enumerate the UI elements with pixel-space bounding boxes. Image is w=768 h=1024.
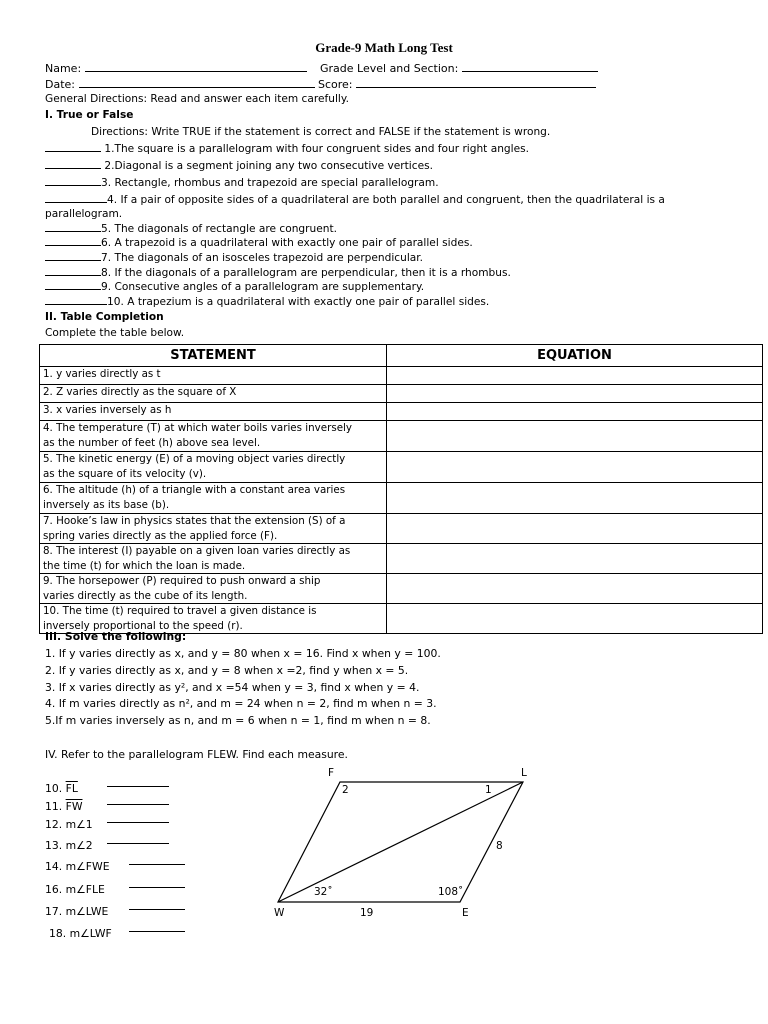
answer-blank[interactable]: [45, 151, 101, 152]
answer-blank[interactable]: [129, 887, 185, 888]
equation-cell[interactable]: [387, 574, 763, 604]
statement-cell: 1. y varies directly as t: [40, 367, 387, 385]
tf-item-continued: parallelogram.: [45, 208, 123, 220]
problem-item: 2. If y varies directly as x, and y = 8 when x =2, find y when x = 5.: [45, 664, 409, 677]
statement-cell: 7. Hooke’s law in physics states that the extension (S) of a spring varies directly as the applied force (F).: [40, 514, 387, 544]
table-row: [40, 403, 763, 421]
table-row: [40, 452, 763, 483]
equation-cell[interactable]: [387, 421, 763, 452]
answer-blank[interactable]: [129, 864, 185, 865]
angle-label-2: 2: [342, 784, 349, 796]
answer-blank[interactable]: [45, 275, 101, 276]
part1-heading: I. True or False: [45, 109, 134, 121]
problem-item: 4. If m varies directly as n², and m = 24 when n = 2, find m when n = 3.: [45, 697, 437, 710]
name-label: Name:: [45, 62, 82, 75]
answer-blank[interactable]: [45, 231, 101, 232]
angle-measure-w: 32˚: [314, 886, 333, 898]
statement-cell: 8. The interest (I) payable on a given loan varies directly as the time (t) for which the loan is made.: [40, 544, 387, 574]
measure-item: 18. m∠LWF: [49, 929, 112, 940]
statement-cell: 6. The altitude (h) of a triangle with a constant area varies inversely as its base (b).: [40, 483, 387, 514]
equation-cell[interactable]: [387, 544, 763, 574]
statement-cell: 9. The horsepower (P) required to push onward a ship varies directly as the cube of its length.: [40, 574, 387, 604]
part3-heading: III. Solve the following:: [45, 630, 187, 643]
equation-cell[interactable]: [387, 483, 763, 514]
answer-blank[interactable]: [45, 289, 101, 290]
measure-item: 16. m∠FLE: [45, 885, 105, 896]
part4-heading: IV. Refer to the parallelogram FLEW. Find each measure.: [45, 748, 348, 761]
diagonal-wl: [278, 782, 523, 902]
measure-item: 11. $\overline{FW}$: [45, 802, 83, 813]
grade-section-blank[interactable]: [462, 70, 598, 72]
measure-item: 13. m∠2: [45, 841, 93, 852]
general-directions: General Directions: Read and answer each item carefully.: [45, 93, 349, 105]
tf-item: 7. The diagonals of an isosceles trapezoid are perpendicular.: [45, 253, 423, 264]
table-row: [40, 483, 763, 514]
tf-item: 2.Diagonal is a segment joining any two consecutive vertices.: [45, 161, 433, 172]
answer-blank[interactable]: [129, 931, 185, 932]
completion-table: [39, 344, 763, 634]
table-row: [40, 514, 763, 544]
table-row: [40, 574, 763, 604]
statement-cell: 3. x varies inversely as h: [40, 403, 387, 421]
table-row: [40, 421, 763, 452]
date-field[interactable]: [45, 79, 315, 90]
answer-blank[interactable]: [45, 260, 101, 261]
answer-blank[interactable]: [107, 804, 169, 805]
measure-item: 17. m∠LWE: [45, 907, 108, 918]
page-title: Grade-9 Math Long Test: [315, 40, 453, 55]
score-field[interactable]: [318, 79, 596, 90]
side-label-we: 19: [360, 907, 374, 919]
answer-blank[interactable]: [107, 786, 169, 787]
tf-item: 5. The diagonals of rectangle are congruent.: [45, 224, 337, 235]
statement-cell: 4. The temperature (T) at which water boils varies inversely as the number of feet (h) above sea level.: [40, 421, 387, 452]
tf-item: 9. Consecutive angles of a parallelogram are supplementary.: [45, 282, 424, 293]
side-label-le: 8: [496, 840, 503, 852]
score-label: Score:: [318, 78, 353, 91]
answer-blank[interactable]: [129, 909, 185, 910]
vertex-label-f: F: [328, 767, 335, 779]
measure-item: 12. m∠1: [45, 820, 93, 831]
vertex-label-e: E: [462, 907, 469, 919]
problem-item: 3. If x varies directly as y², and x =54 when y = 3, find x when y = 4.: [45, 681, 420, 694]
table-row: [40, 385, 763, 403]
answer-blank[interactable]: [107, 843, 169, 844]
table-row: [40, 604, 763, 634]
angle-label-1: 1: [485, 784, 492, 796]
equation-cell[interactable]: [387, 385, 763, 403]
equation-cell[interactable]: [387, 403, 763, 421]
angle-measure-e: 108˚: [438, 886, 464, 898]
statement-cell: 2. Z varies directly as the square of X: [40, 385, 387, 403]
tf-item: 6. A trapezoid is a quadrilateral with exactly one pair of parallel sides.: [45, 238, 473, 249]
measure-item: 10. $\overline{FL}$: [45, 784, 78, 795]
equation-cell[interactable]: [387, 604, 763, 634]
tf-item: 1.The square is a parallelogram with four congruent sides and four right angles.: [45, 144, 529, 155]
tf-item: 8. If the diagonals of a parallelogram are perpendicular, then it is a rhombus.: [45, 268, 511, 279]
answer-blank[interactable]: [45, 185, 101, 186]
tf-item: 10. A trapezium is a quadrilateral with exactly one pair of parallel sides.: [45, 297, 489, 308]
equation-cell[interactable]: [387, 367, 763, 385]
score-blank[interactable]: [356, 86, 596, 88]
column-header-statement: STATEMENT: [40, 345, 387, 367]
part2-directions: Complete the table below.: [45, 327, 185, 339]
answer-blank[interactable]: [45, 202, 107, 203]
answer-blank[interactable]: [107, 822, 169, 823]
measure-item: 14. m∠FWE: [45, 862, 110, 873]
grade-section-field[interactable]: [320, 63, 598, 74]
date-blank[interactable]: [79, 86, 315, 88]
answer-blank[interactable]: [45, 245, 101, 246]
vertex-label-l: L: [521, 767, 527, 779]
date-label: Date:: [45, 78, 75, 91]
table-row: [40, 544, 763, 574]
statement-cell: 5. The kinetic energy (E) of a moving object varies directly as the square of its velocity (v).: [40, 452, 387, 483]
table-header-row: [40, 345, 763, 367]
problem-item: 5.If m varies inversely as n, and m = 6 when n = 1, find m when n = 8.: [45, 714, 431, 727]
name-blank[interactable]: [85, 70, 307, 72]
tf-item: 4. If a pair of opposite sides of a quadrilateral are both parallel and congruent, then the quadrilateral is a: [45, 195, 665, 206]
answer-blank[interactable]: [45, 168, 101, 169]
statement-cell: 10. The time (t) required to travel a given distance is inversely proportional to the speed (r).: [40, 604, 387, 634]
equation-cell[interactable]: [387, 514, 763, 544]
answer-blank[interactable]: [45, 304, 107, 305]
part1-directions: Directions: Write TRUE if the statement is correct and FALSE if the statement is wrong.: [91, 126, 551, 138]
tf-item: 3. Rectangle, rhombus and trapezoid are special parallelogram.: [45, 178, 439, 189]
name-field[interactable]: [45, 63, 307, 74]
table-row: [40, 367, 763, 385]
parallelogram-flew-figure: [270, 762, 560, 922]
grade-section-label: Grade Level and Section:: [320, 62, 459, 75]
column-header-equation: EQUATION: [387, 345, 763, 367]
problem-item: 1. If y varies directly as x, and y = 80 when x = 16. Find x when y = 100.: [45, 647, 441, 660]
part2-heading: II. Table Completion: [45, 311, 164, 323]
vertex-label-w: W: [274, 907, 285, 919]
equation-cell[interactable]: [387, 452, 763, 483]
